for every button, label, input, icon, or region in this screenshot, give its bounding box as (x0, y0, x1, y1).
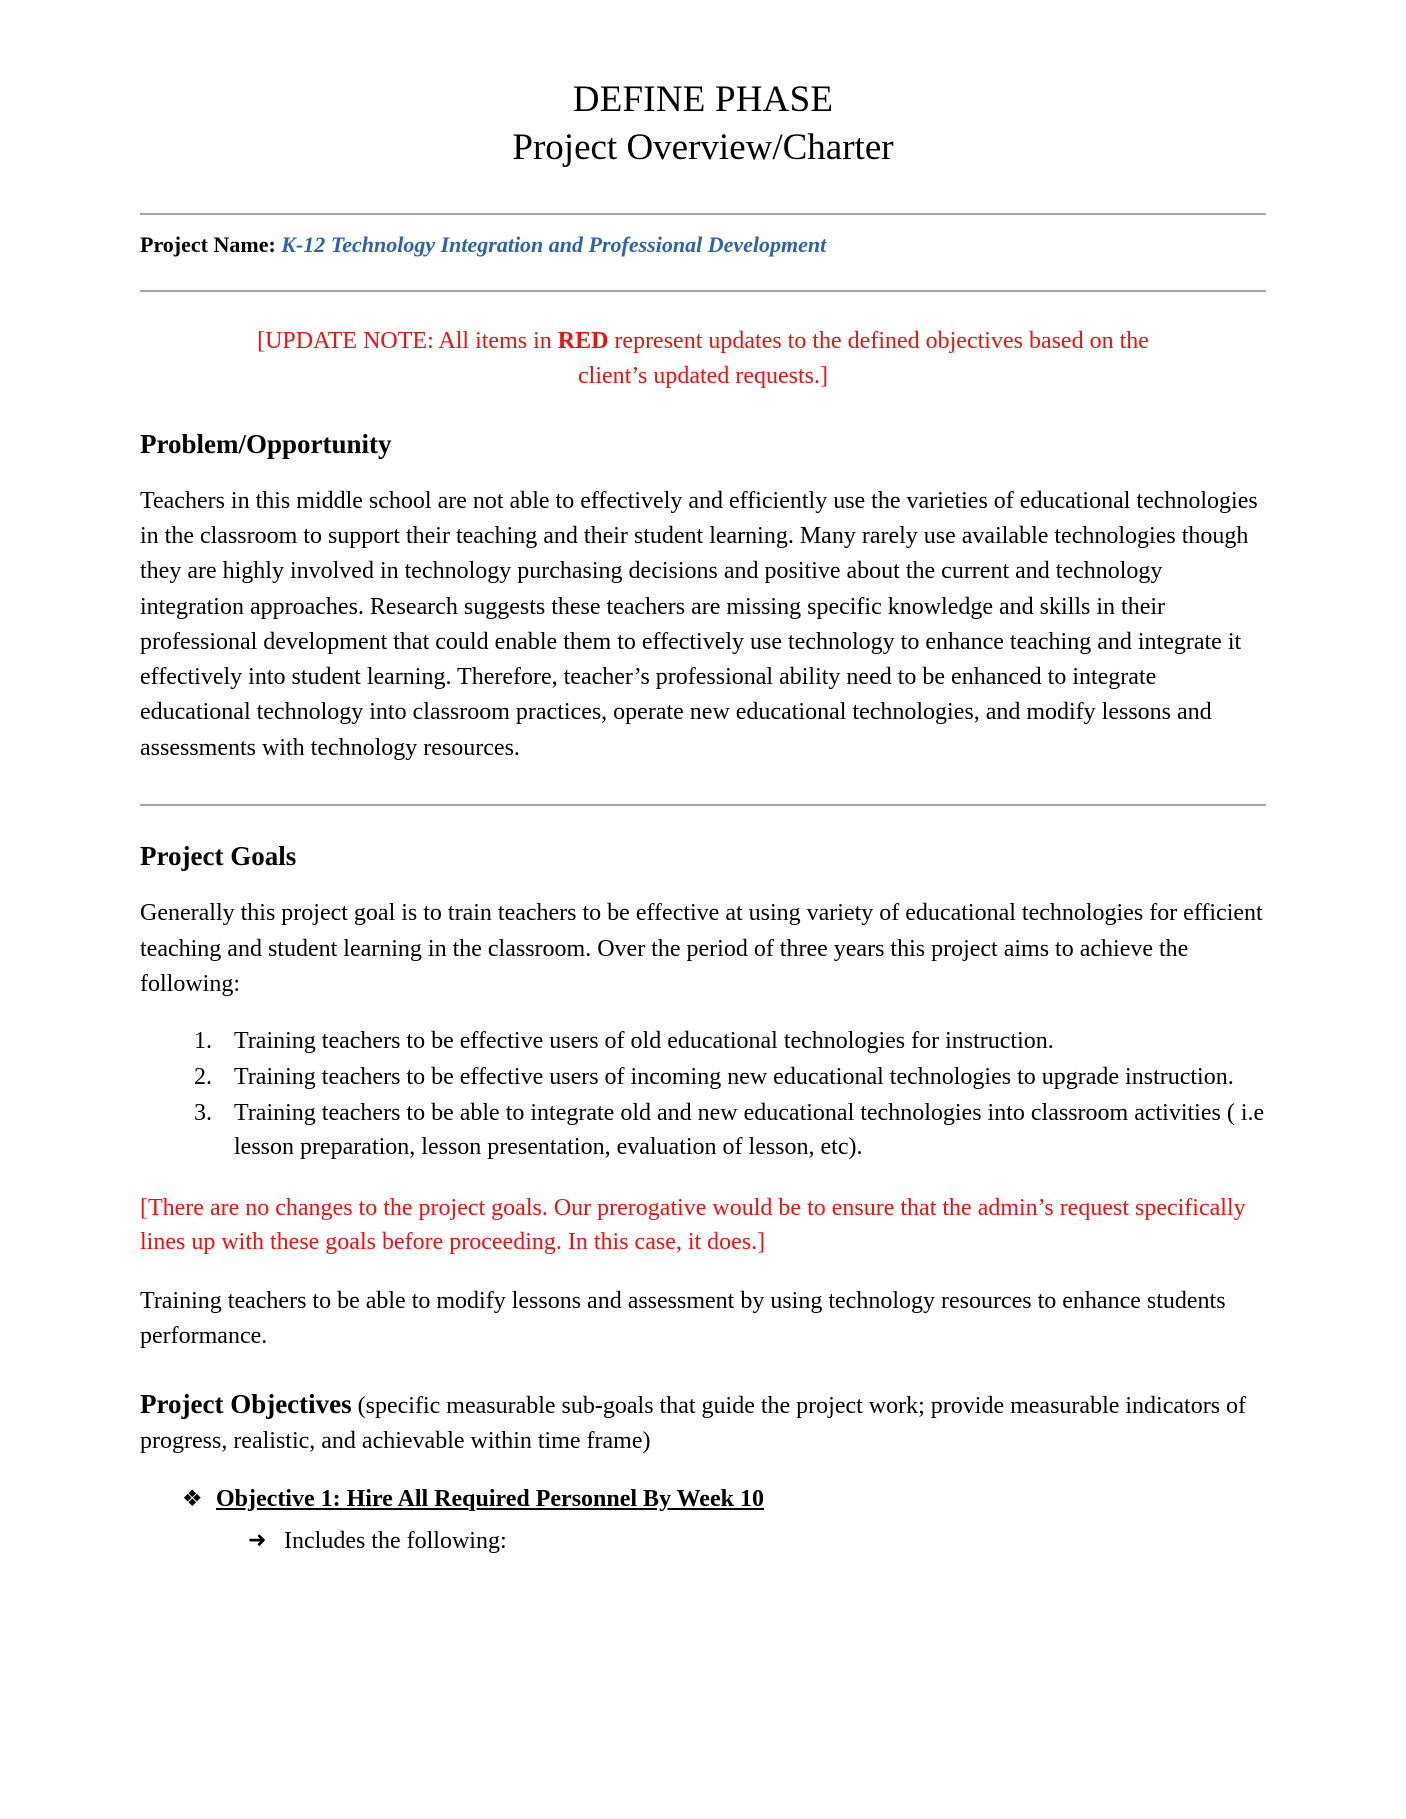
divider-top (140, 213, 1266, 215)
divider-above-project-goals (140, 804, 1266, 806)
project-name-value: K-12 Technology Integration and Professional Development (281, 232, 827, 258)
project-name-row (140, 231, 1266, 260)
problem-opportunity-heading: Problem/Opportunity (140, 428, 392, 459)
list-item: 1. Training teachers to be effective users of old educational technologies for instruction. (218, 1024, 1266, 1058)
diamond-bullet-icon: ❖ (182, 1485, 203, 1511)
document-subtitle: Project Overview/Charter (512, 126, 894, 168)
project-goals-closing-paragraph: Training teachers to be able to modify lessons and assessment by using technology resources to enhance students performance. (140, 1288, 1226, 1350)
update-note (244, 324, 1162, 394)
list-item: 3. Training teachers to be able to integrate old and new educational technologies into classroom activities ( i.e lesson preparation, lesson presentation, evaluation of lesson, etc). (218, 1096, 1266, 1164)
project-objectives-heading: Project Objectives (140, 1388, 352, 1419)
objective-1-sub-row (140, 1525, 1266, 1557)
document-title: DEFINE PHASE (572, 79, 834, 120)
project-goals-red-note: [There are no changes to the project goals. Our prerogative would be to ensure that the admin’s request specifically lines up with these goals before proceeding. In this case, it does.] (140, 1194, 1246, 1256)
project-goals-intro: Generally this project goal is to train teachers to be effective at using variety of educational technologies for efficient teaching and student learning in the classroom. Over the period of three years this project aims to achieve the following: (140, 900, 1263, 997)
objective-1-sub-label: Includes the following: (284, 1527, 507, 1554)
project-goals-heading: Project Goals (140, 841, 297, 872)
arrow-bullet-icon: ➜ (248, 1526, 267, 1552)
objective-1-label: Objective 1: Hire All Required Personnel By Week 10 (216, 1485, 764, 1512)
list-item: 2. Training teachers to be effective users of incoming new educational technologies to upgrade instruction. (218, 1060, 1266, 1094)
project-objectives-heading-note: (specific measurable sub-goals that guide the project work; provide measurable indicators of progress, realistic, and achievable within time frame) (140, 1392, 1247, 1454)
update-note-before: [UPDATE NOTE: All items in (257, 327, 558, 354)
objective-1-row (140, 1483, 1266, 1515)
update-note-emphasis: RED (557, 327, 609, 354)
project-goals-list (140, 1024, 1266, 1164)
problem-opportunity-paragraph: Teachers in this middle school are not able to effectively and efficiently use the varieties of educational technologies in the classroom to support their teaching and their student learning. Many rarely use available technologies though they are highly involved in technology purchasing decisions and positive about the current and technology integration approaches. Research suggests these teachers are missing specific knowledge and skills in their professional development that could enable them to effectively use technology to enhance teaching and integrate it effectively into student learning. Therefore, teacher’s professional ability need to be enhanced to integrate educational technology into classroom practices, operate new educational technologies, and modify lessons and assessments with technology resources. (140, 487, 1258, 761)
project-name-label: Project Name: (140, 232, 276, 258)
update-note-after: represent updates to the defined objectives based on the client’s updated requests.] (578, 327, 1149, 389)
divider-under-project-name (140, 290, 1266, 292)
project-objectives-block (140, 1385, 1266, 1459)
